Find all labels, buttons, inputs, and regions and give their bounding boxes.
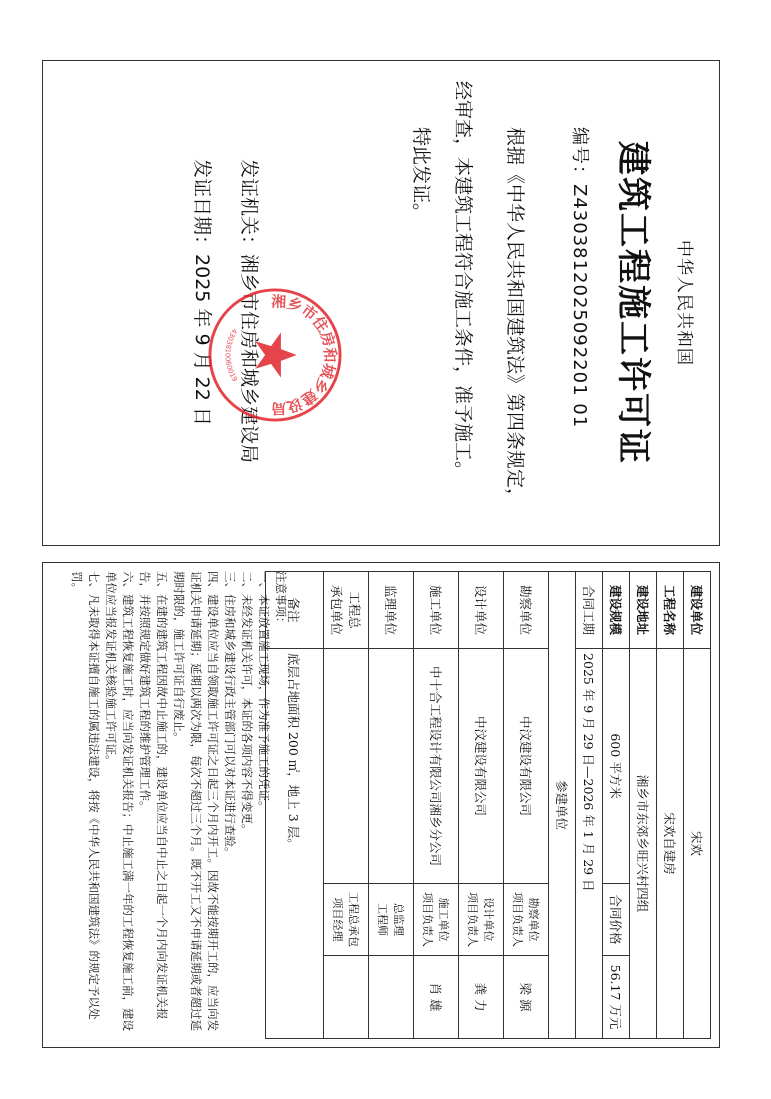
- note-item-7: 七、凡未取得本证擅自施工的属违法建设，将按《中华人民共和国建筑法》的规定予以处罚。: [70, 571, 101, 1020]
- certificate-title: 建筑工程施工许可证: [613, 141, 653, 465]
- country-name: 中华人民共和国: [674, 240, 694, 366]
- address-label: 建设地址: [630, 572, 657, 649]
- number-value: Z4303812025092201 01: [569, 184, 590, 429]
- scale-label: 建设规模: [603, 572, 630, 649]
- supervision-role-label: 总监理 工程师: [369, 884, 414, 956]
- issuer-value: 湘乡市住房和城乡建设局: [238, 254, 260, 464]
- price-value: 56.17 万元: [603, 956, 630, 1039]
- supervision-person: [369, 956, 414, 1039]
- remarks-label: 备注: [266, 572, 324, 649]
- notes-heading: 注意事项：: [274, 571, 288, 629]
- design-unit-label: 设计单位: [459, 572, 504, 649]
- note-item-4: 四、建设单位应当自领取施工许可证之日起三个月内开工。因故不能按期开工的，应当向发证机关申请延期；延期以两次为限，每次不超过三个月。既不开工又不申请延期或者超过延期时限的，施工许可证自行废止。: [172, 571, 220, 1031]
- epc-unit-value: [324, 649, 369, 884]
- date-label: 发证日期：: [191, 159, 213, 255]
- design-person: 龚 力: [459, 956, 504, 1039]
- note-item-1: 一、本证放置施工现场，作为准予施工的凭证。: [257, 571, 271, 813]
- issuer-label: 发证机关：: [238, 159, 260, 255]
- period-label: 合同工期: [576, 572, 603, 649]
- project-value: 宋欢自建房: [657, 649, 684, 1039]
- certificate-body: [437, 81, 541, 527]
- note-item-5: 五、在建的建筑工程因故中止施工的，建设单位应当自中止之日起一个月内向发证机关报告，并按照规定做好建筑工程的维护管理工作。: [138, 571, 169, 1020]
- epc-person: [324, 956, 369, 1039]
- body-line-2: 经审查，本建筑工程符合施工条件，准予施工。: [452, 81, 474, 481]
- construction-role-label: 施工单位 项目负责人: [414, 884, 459, 956]
- special-statement: 特此发证。: [410, 127, 432, 223]
- survey-unit-value: 中汶建设有限公司: [504, 649, 549, 884]
- design-role-label: 设计单位 项目负责人: [459, 884, 504, 956]
- project-label: 工程名称: [657, 572, 684, 649]
- details-content: [43, 563, 719, 1047]
- supervision-unit-value: [369, 649, 414, 884]
- construction-person: 肖 雄: [414, 956, 459, 1039]
- certificate-content: [43, 61, 719, 545]
- details-page: [42, 562, 720, 1048]
- date-value: 2025 年 9 月 22 日: [191, 254, 213, 426]
- seal-star-icon: [255, 332, 296, 377]
- svg-text:4303810060019: [224, 327, 239, 383]
- note-item-3: 三、住房和城乡建设行政主管部门可以对本证进行查验。: [223, 571, 237, 859]
- certificate-page: [42, 60, 720, 546]
- note-item-6: 六、建筑工程恢复施工时，应当向发证机关报告；中止施工满一年的工程恢复施工前，建设单位应当报发证机关核验施工许可证。: [104, 571, 135, 1031]
- remarks-value: 底层占地面积 200 ㎡，地上 3 层。: [266, 649, 324, 1039]
- body-line-1: 根据《中华人民共和国建筑法》第四条规定，: [504, 127, 526, 508]
- survey-unit-label: 勘察单位: [504, 572, 549, 649]
- survey-role-label: 勘察单位 项目负责人: [504, 884, 549, 956]
- seal-code: 4303810060019: [223, 327, 239, 383]
- details-table: [265, 571, 711, 1039]
- design-unit-value: 中汶建设有限公司: [459, 649, 504, 884]
- survey-person: 梁 源: [504, 956, 549, 1039]
- notes-section: [68, 571, 289, 1039]
- owner-value: 宋欢: [684, 649, 711, 1039]
- owner-label: 建设单位: [684, 572, 711, 649]
- certificate-number: [568, 127, 594, 428]
- scale-value: 600 平方米: [603, 649, 630, 884]
- seal-text: 湘乡市住房和城乡建设局: [271, 293, 339, 417]
- price-label: 合同价格: [603, 884, 630, 956]
- note-item-2: 二、未经发证机关许可，本证的各项内容不得变更。: [240, 571, 254, 836]
- epc-unit-label: 工程总 承包单位: [324, 572, 369, 649]
- period-value: 2025 年 9 月 29 日—2026 年 1 月 29 日: [576, 649, 603, 1039]
- construction-unit-value: 中十合工程设计有限公司湘乡分公司: [414, 649, 459, 884]
- epc-role-label: 工程总承包 项目经理: [324, 884, 369, 956]
- construction-unit-label: 施工单位: [414, 572, 459, 649]
- supervision-unit-label: 监理单位: [369, 572, 414, 649]
- official-seal: [206, 286, 344, 424]
- number-label: 编号：: [569, 127, 590, 184]
- address-value: 湘乡市东郊乡旺兴村四组: [630, 649, 657, 1039]
- participants-label: 参建单位: [549, 572, 576, 1039]
